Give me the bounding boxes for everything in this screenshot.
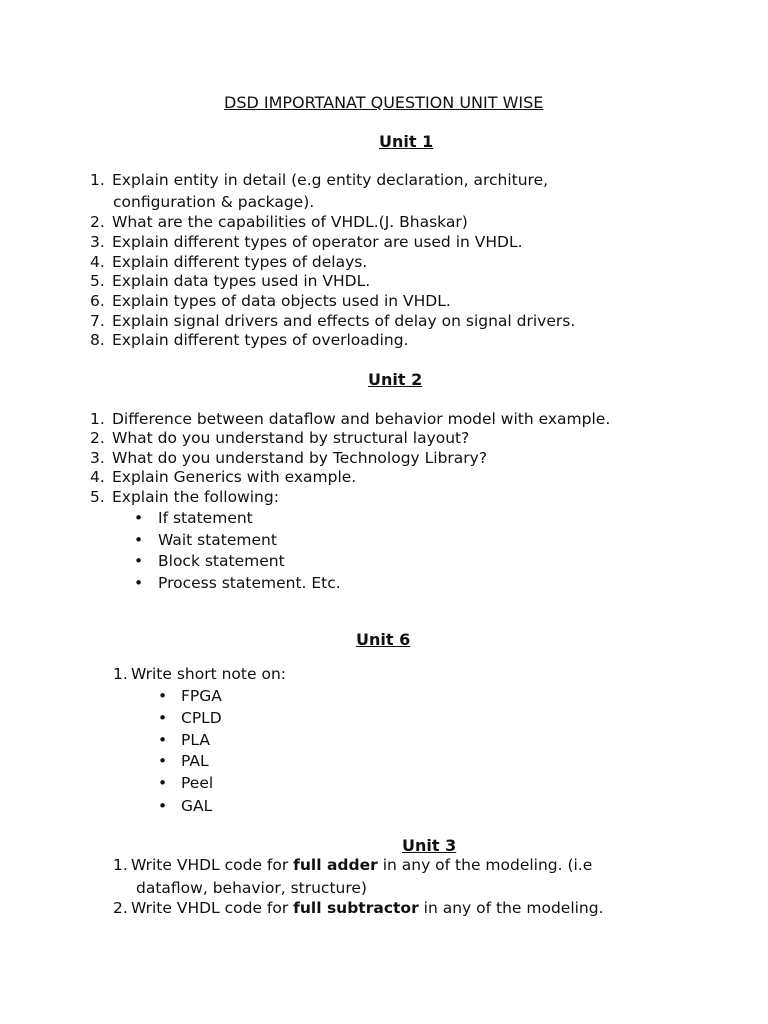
list-item: 5. Explain the following: — [90, 488, 279, 506]
bullet-item: • PLA — [158, 731, 210, 749]
bullet-icon: • — [158, 709, 168, 727]
bullet-item: • Peel — [158, 774, 214, 792]
list-item: 1. Difference between dataflow and behavior model with example. — [90, 410, 611, 428]
list-item: 2. Write VHDL code for full subtractor in any of the modeling. — [113, 899, 604, 917]
page-title: DSD IMPORTANAT QUESTION UNIT WISE — [224, 93, 544, 112]
bullet-item: • Block statement — [134, 552, 285, 570]
list-item: 7. Explain signal drivers and effects of delay on signal drivers. — [90, 312, 576, 330]
bullet-icon: • — [158, 752, 168, 770]
unit1-heading: Unit 1 — [379, 132, 434, 151]
list-item: 5. Explain data types used in VHDL. — [90, 272, 371, 290]
list-item-continuation: configuration & package). — [113, 193, 315, 211]
list-item: 4. Explain different types of delays. — [90, 253, 368, 271]
bullet-item: • CPLD — [158, 709, 222, 727]
list-item: 6. Explain types of data objects used in VHDL. — [90, 292, 451, 310]
bullet-icon: • — [134, 509, 144, 527]
bullet-icon: • — [134, 552, 144, 570]
list-item: 3. Explain different types of operator are used in VHDL. — [90, 233, 523, 251]
list-item: 4. Explain Generics with example. — [90, 468, 357, 486]
unit2-heading: Unit 2 — [368, 370, 423, 389]
bullet-item: • If statement — [134, 509, 253, 527]
bullet-icon: • — [134, 574, 144, 592]
bullet-icon: • — [134, 531, 144, 549]
unit6-heading: Unit 6 — [356, 630, 411, 649]
bullet-item: • Process statement. Etc. — [134, 574, 341, 592]
list-item: 1. Write short note on: — [113, 665, 286, 683]
bullet-icon: • — [158, 687, 168, 705]
list-item-continuation: dataflow, behavior, structure) — [136, 879, 367, 897]
list-item: 8. Explain different types of overloading. — [90, 331, 409, 349]
bullet-item: • PAL — [158, 752, 209, 770]
unit3-heading: Unit 3 — [402, 836, 457, 855]
bullet-icon: • — [158, 731, 168, 749]
bullet-icon: • — [158, 774, 168, 792]
list-item: 1. Explain entity in detail (e.g entity declaration, architure, — [90, 171, 549, 189]
bullet-item: • GAL — [158, 797, 213, 815]
bullet-item: • Wait statement — [134, 531, 277, 549]
bullet-icon: • — [158, 797, 168, 815]
list-item: 1. Write VHDL code for full adder in any of the modeling. (i.e — [113, 856, 593, 874]
bullet-item: • FPGA — [158, 687, 222, 705]
list-item: 2. What do you understand by structural layout? — [90, 429, 470, 447]
list-item: 2. What are the capabilities of VHDL.(J. Bhaskar) — [90, 213, 468, 231]
list-item: 3. What do you understand by Technology Library? — [90, 449, 488, 467]
